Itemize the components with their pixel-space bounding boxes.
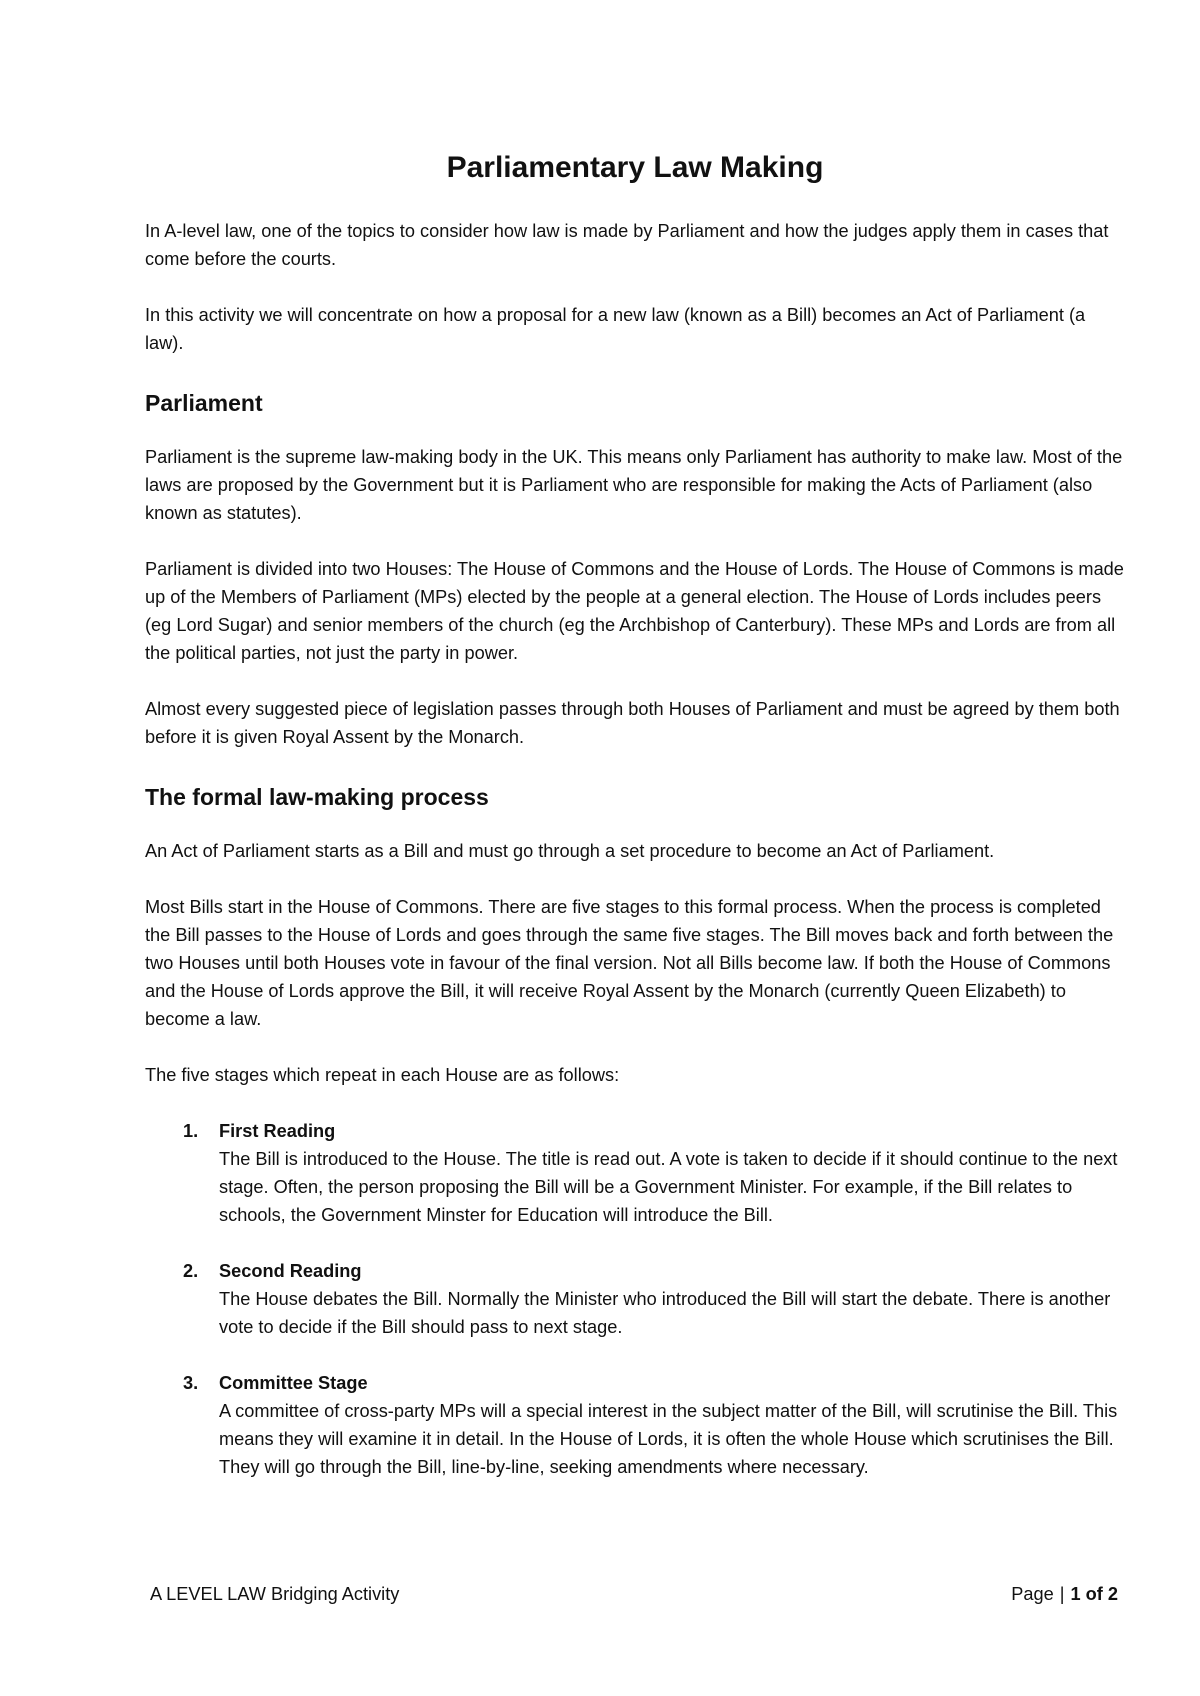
stage-text: The House debates the Bill. Normally the Minister who introduced the Bill will start the debate. There is another vote to decide if the Bill should pass to next stage. xyxy=(219,1289,1111,1337)
stage-title: Second Reading xyxy=(219,1261,362,1281)
page-separator: | xyxy=(1059,1584,1065,1604)
process-paragraph-2: Most Bills start in the House of Commons. There are five stages to this formal process. When the process is completed the Bill passes to the House of Lords and goes through the same five stages. The Bill moves back and forth between the two Houses until both Houses vote in favour of the final version. Not all Bills become law. If both the House of Commons and the House of Lords approve the Bill, it will receive Royal Assent by the Monarch (currently Queen Elizabeth) to become a law. xyxy=(145,897,1114,1029)
parliament-paragraph-2: Parliament is divided into two Houses: The House of Commons and the House of Lords. The House of Commons is made up of the Members of Parliament (MPs) elected by the people at a general election. The House of Lords includes peers (eg Lord Sugar) and senior members of the church (eg the Archbishop of Canterbury). These MPs and Lords are from all the political parties, not just the party in power. xyxy=(145,559,1124,663)
stage-number: 3. xyxy=(183,1373,199,1393)
page-count: 1 of 2 xyxy=(1070,1584,1118,1604)
stage-text: The Bill is introduced to the House. The title is read out. A vote is taken to decide if it should continue to the next stage. Often, the person proposing the Bill will be a Government Minister. For example, if the Bill relates to schools, the Government Minster for Education will introduce the Bill. xyxy=(219,1149,1118,1225)
parliament-paragraph-3: Almost every suggested piece of legislation passes through both Houses of Parliament and must be agreed by them both before it is given Royal Assent by the Monarch. xyxy=(145,699,1120,747)
page-number xyxy=(1011,1580,1118,1608)
page-title: Parliamentary Law Making xyxy=(446,151,824,184)
list-item xyxy=(145,1117,1125,1229)
stage-text: A committee of cross-party MPs will a special interest in the subject matter of the Bill, will scrutinise the Bill. This means they will examine it in detail. In the House of Lords, it is often the whole House which scrutinises the Bill. They will go through the Bill, line-by-line, seeking amendments where necessary. xyxy=(219,1401,1118,1477)
process-paragraph-3: The five stages which repeat in each House are as follows: xyxy=(145,1065,620,1085)
list-item xyxy=(145,1369,1125,1481)
list-item xyxy=(145,1257,1125,1341)
intro-paragraph-1: In A-level law, one of the topics to consider how law is made by Parliament and how the judges apply them in cases that come before the courts. xyxy=(145,221,1109,269)
page-label: Page xyxy=(1011,1584,1054,1604)
stage-title: First Reading xyxy=(219,1121,336,1141)
stage-number: 1. xyxy=(183,1121,199,1141)
parliament-paragraph-1: Parliament is the supreme law-making body in the UK. This means only Parliament has authority to make law. Most of the laws are proposed by the Government but it is Parliament who are responsible for making the Acts of Parliament (also known as statutes). xyxy=(145,447,1123,523)
stage-number: 2. xyxy=(183,1261,199,1281)
document-body xyxy=(145,145,1125,1509)
stage-title: Committee Stage xyxy=(219,1373,368,1393)
stages-list xyxy=(145,1117,1125,1481)
page-footer xyxy=(150,1580,1118,1608)
process-paragraph-1: An Act of Parliament starts as a Bill and must go through a set procedure to become an Act of Parliament. xyxy=(145,841,995,861)
intro-paragraph-2: In this activity we will concentrate on how a proposal for a new law (known as a Bill) becomes an Act of Parliament (a law). xyxy=(145,305,1086,353)
footer-left-text: A LEVEL LAW Bridging Activity xyxy=(150,1584,400,1604)
section-heading-process: The formal law-making process xyxy=(145,784,489,810)
section-heading-parliament: Parliament xyxy=(145,390,263,416)
